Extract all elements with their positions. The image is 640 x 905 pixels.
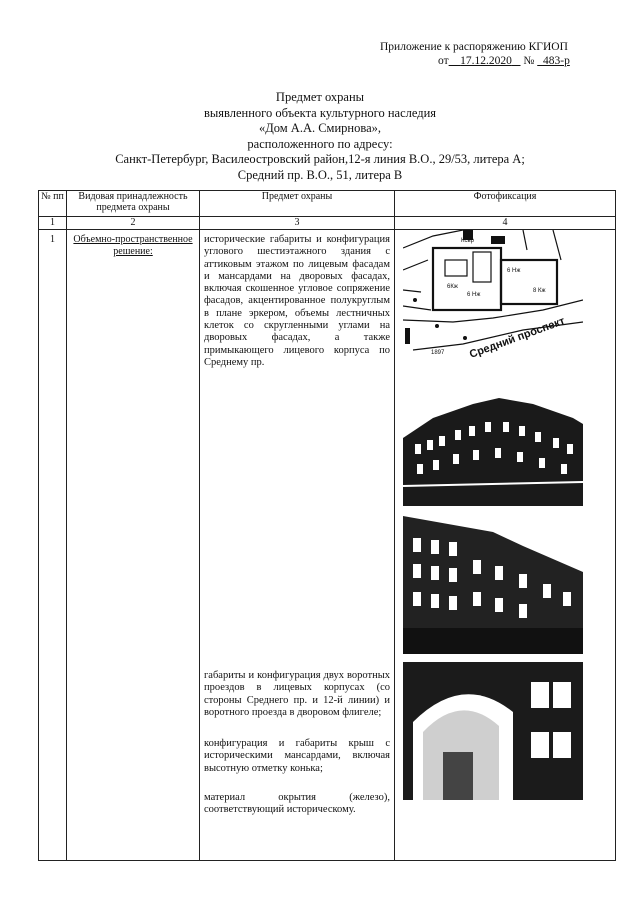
index-1: 1 [39,217,67,230]
map-street-label: Средний проспект [467,315,567,361]
map-label-3: 6 Нж [467,292,481,298]
header-kind: Видовая принадлежность предмета охраны [67,191,200,217]
appendix-date-line [380,54,620,68]
building-photo-2 [403,516,583,654]
appendix-header [380,40,620,68]
gateway-photo [403,662,583,800]
heading-line-1: Предмет охраны [275,90,365,104]
map-label-1: 8 Кж [533,288,546,294]
heading-line-3: «Дом А.А. Смирнова», [258,121,382,135]
document-heading [80,90,560,183]
site-map [403,230,583,368]
heading-line-5: Санкт-Петербург, Василеостровский район,12-я линия В.О., 29/53, литера А; [115,152,525,166]
subject-text-4: материал окрытия (железо), соответствующий историческому. [204,792,390,816]
map-label-6: 1897 [431,350,445,356]
header-num: № пп [39,191,67,217]
index-4: 4 [395,217,616,230]
building-photo-1 [403,378,583,506]
heading-line-4: расположенного по адресу: [247,136,393,151]
row-kind: Объемно-пространственное решение: [67,230,200,861]
building-photo-2-drawing [403,516,583,654]
subject-text-3: конфигурация и габариты крыш с историческими мансардами, включая высотную отметку конька; [204,738,390,774]
order-number: 483-р [542,55,570,67]
map-label-5: Ксвр [461,238,475,244]
map-label-4: 6Кж [447,284,458,290]
building-photo-1-drawing [403,378,583,506]
heading-line-2: выявленного объекта культурного наследия [203,105,437,120]
subject-text-2: габариты и конфигурация двух воротных проездов в лицевых корпусах (со стороны Среднего пр. и 12-й линии) и воротного проезда в дворовом флигеле; [204,670,390,718]
appendix-title: Приложение к распоряжению КГИОП [380,41,568,53]
subject-text-1: исторические габариты и конфигурация углового шестиэтажного здания с аттиковым этажом по лицевым фасадам и мансардами на дворовых фасадах, включая скошенное угловое сопряжение фасадов, акцентированное полукруглым в плане эркером, объемы лестничных клеток со скругленными углами на дворовых фасадах, а также примыкающего лицевого корпуса по Среднему пр. [204,234,390,368]
header-subject: Предмет охраны [200,191,395,217]
index-3: 3 [200,217,395,230]
date-prefix: от [438,55,449,67]
num-prefix: № [523,55,535,67]
table-row [39,230,616,861]
gateway-photo-drawing [403,662,583,800]
order-date: 17.12.2020 [460,55,512,67]
protection-table [38,190,616,861]
header-photo: Фотофиксация [395,191,616,217]
table-header-row [39,191,616,217]
row-photos [395,230,616,861]
map-label-2: 6 Нж [507,268,521,274]
row-number: 1 [39,230,67,861]
heading-line-6: Средний пр. В.О., 51, литера В [237,167,403,182]
row-subject [200,230,395,861]
index-2: 2 [67,217,200,230]
table-index-row [39,217,616,230]
site-map-drawing [403,230,583,368]
